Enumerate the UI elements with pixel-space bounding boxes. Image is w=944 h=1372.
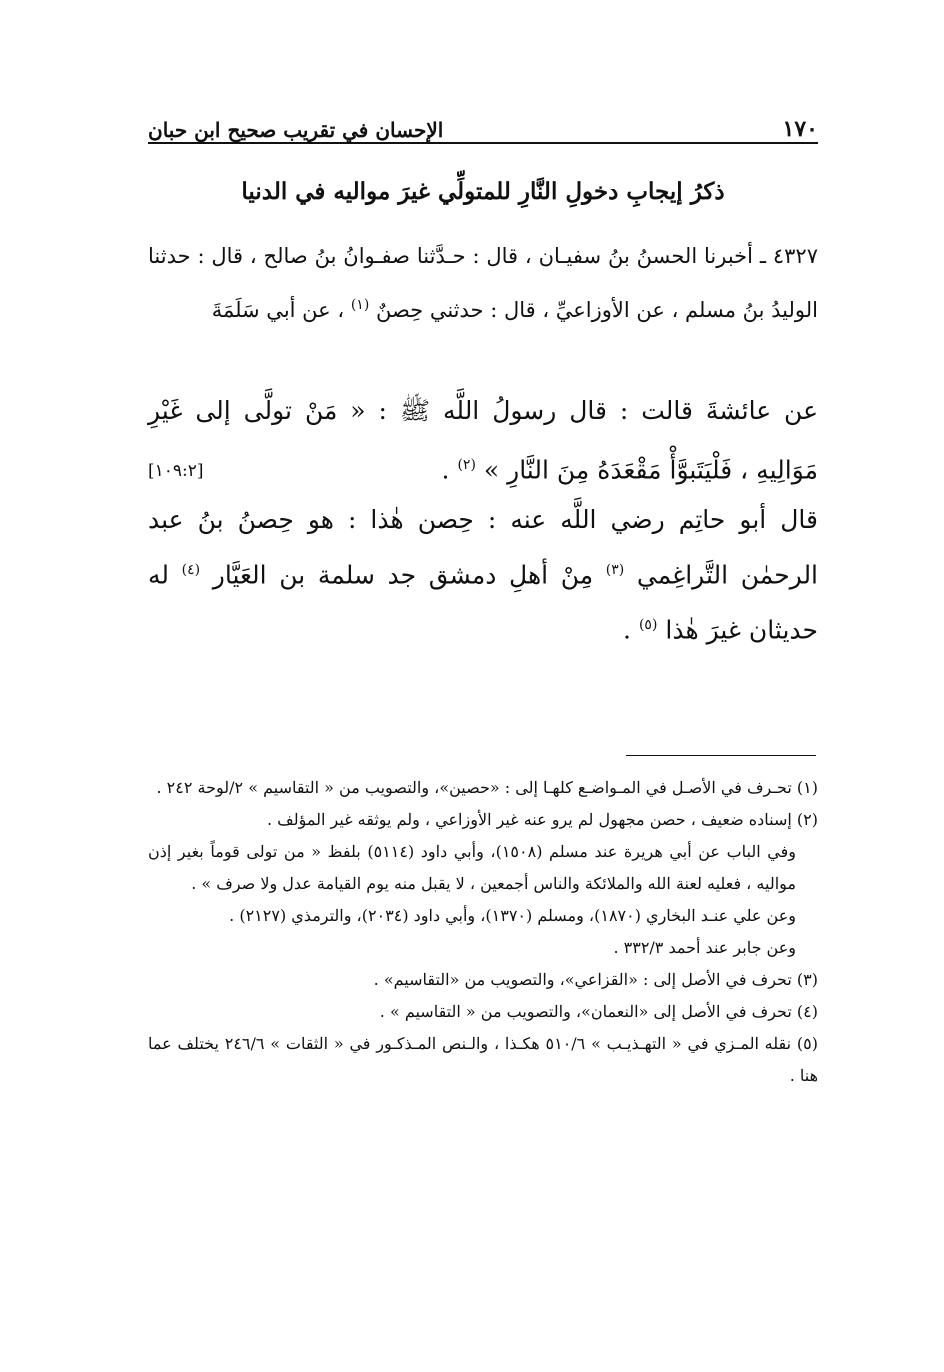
matn-end: . <box>441 455 450 485</box>
page-header <box>148 108 818 142</box>
comment-end: . <box>623 615 631 645</box>
chain-text: ـ أخبرنا الحسنُ بنُ سفيـان ، قال : حـدَّثنا صفـوانُ بنُ صالح ، قال : حدثنا الوليدُ بنُ مسلم ، عن الأوزاعيِّ ، قال : حدثني حِصنٌ <box>148 244 818 322</box>
footnote-marker-2[interactable]: (٢) <box>457 457 476 473</box>
footnote-2-continued-b: وعن علي عنـد البخاري (١٨٧٠)، ومسلم (١٣٧٠)، وأبي داود (٢٠٣٤)، والترمذي (٢١٢٧) . <box>229 906 796 925</box>
footnote-5: (٥) نقله المـزي في « التهـذيـب » ٥١٠/٦ هكـذا ، والـنص المـذكـور في « الثقات » ٢٤٦/٦ يختلف عما هنا . <box>148 1034 818 1085</box>
author-comment <box>148 494 818 656</box>
comment-part-1: قال أبو حاتِم رضي اللَّه عنه : حِصن هٰذا : هو حِصنُ بنُ عبد الرحمٰن التَّراغِمي <box>148 505 819 590</box>
chapter-title: ذكرُ إيجابِ دخولِ النَّارِ للمتولِّي غيرَ مواليه في الدنيا <box>241 178 725 205</box>
footnote-1: (١) تحـرف في الأصـل في المـواضـع كلهـا إلى : «حصين»، والتصويب من « التقاسيم » ٢/لوحة ٢٤٢ . <box>156 778 818 797</box>
comment-part-2: مِنْ أهلِ دمشق جد سلمة بن العَيَّار <box>212 560 594 590</box>
footnote-2: (٢) إسناده ضعيف ، حصن مجهول لم يرو عنه غير الأوزاعي ، ولم يوثقه غير المؤلف . <box>267 810 818 829</box>
footnote-marker-3[interactable]: (٣) <box>605 562 625 578</box>
footnote-separator <box>626 755 816 756</box>
running-title: الإحسان في تقريب صحيح ابن حبان <box>148 118 444 142</box>
footnote-2-continued-c: وعن جابر عند أحمد ٣٣٢/٣ . <box>613 938 796 957</box>
footnotes <box>148 772 818 1092</box>
footnote-marker-1[interactable]: (١) <box>350 297 370 313</box>
footnote-marker-4[interactable]: (٤) <box>181 562 201 578</box>
footnote-2-continued-a: وفي الباب عن أبي هريرة عند مسلم (١٥٠٨)، وأبي داود (٥١١٤) بلفظ « من تولى قوماً بغير إذن مواليه ، فعليه لعنة الله والملائكة والناس أجمعين ، لا يقبل منه يوم القيامة عدل ولا صرف » . <box>148 842 797 893</box>
hadith-reference: [١٠٩:٢] <box>148 461 204 481</box>
matn-text: عن عائشةَ قالت : قال رسولُ اللَّه ﷺ : « مَنْ تولَّى إلى غَيْرِ مَوَالِيهِ ، فَلْيَتَبوَّأْ مَقْعَدَهُ مِنَ النَّارِ » <box>148 396 818 485</box>
hadith-matn <box>148 384 818 498</box>
hadith-number: ٤٣٢٧ <box>772 244 818 268</box>
footnote-4: (٤) تحرف في الأصل إلى «النعمان»، والتصويب من « التقاسيم » . <box>379 1002 818 1021</box>
comment-part-3: له حديثان غيرَ هٰذا <box>148 560 818 645</box>
chain-end: ، عن أبي سَلَمَةَ <box>211 298 345 322</box>
footnote-marker-5[interactable]: (٥) <box>638 617 658 634</box>
page-number: ١٧٠ <box>782 116 818 142</box>
header-rule <box>148 142 818 144</box>
footnote-3: (٣) تحرف في الأصل إلى : «القزاعي»، والتصويب من «التقاسيم» . <box>373 970 818 989</box>
hadith-chain <box>148 232 818 335</box>
